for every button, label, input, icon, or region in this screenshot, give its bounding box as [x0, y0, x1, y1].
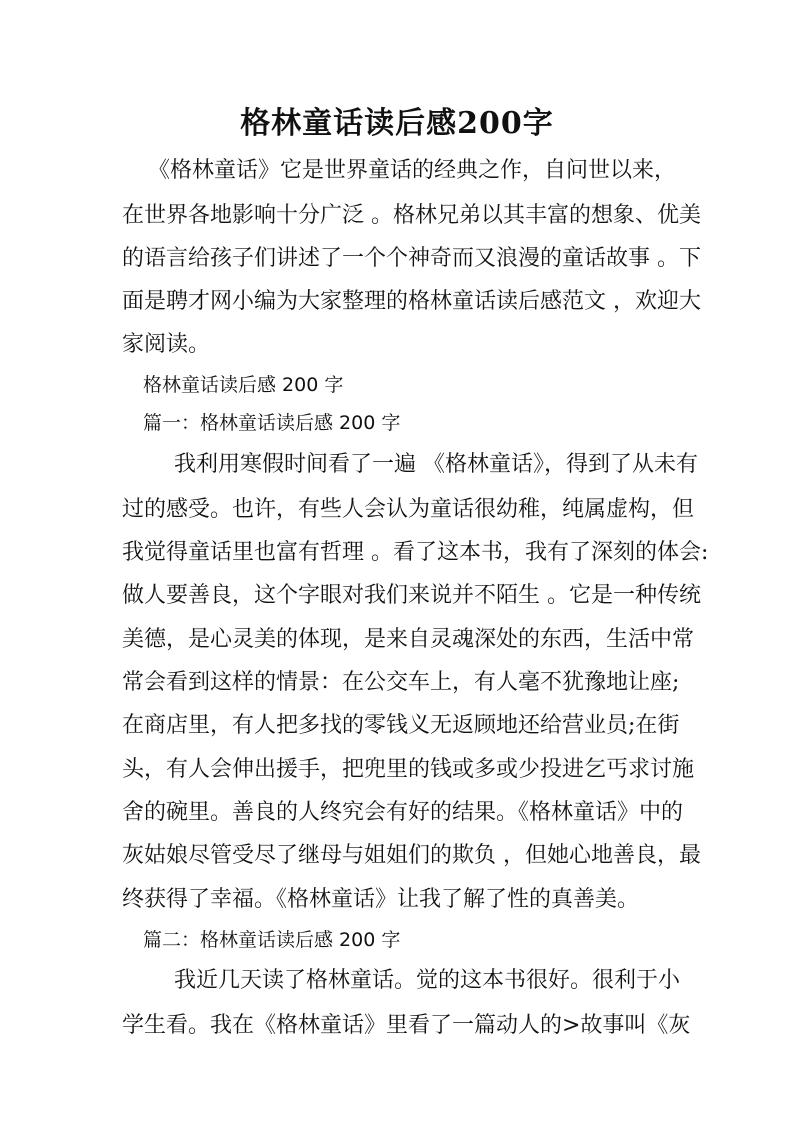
article-two-line-1: 我近几天读了格林童话。觉的这本书很好。很利于小	[174, 968, 681, 993]
article-one-line-11: 终获得了幸福。《格林童话》让我了解了性的真善美。	[122, 887, 640, 912]
section-heading: 格林童话读后感 200 字	[143, 374, 344, 396]
article-one-line-8: 头，有人会伸出援手，把兜里的钱或多或少投进乞丐求讨施	[122, 757, 695, 782]
article-one-line-3: 我觉得童话里也富有哲理 。看了这本书，我有了深刻的体会:	[122, 540, 709, 565]
intro-line-2: 在世界各地影响十分广泛 。格林兄弟以其丰富的想象、优美	[122, 203, 701, 228]
article-one-line-6: 常会看到这样的情景：在公交车上，有人毫不犹豫地让座;	[122, 670, 680, 695]
intro-line-4: 面是聘才网小编为大家整理的格林童话读后感范文 ，欢迎大	[122, 289, 701, 314]
article-two-heading: 篇二：格林童话读后感 200 字	[143, 929, 401, 951]
intro-line-5: 家阅读。	[122, 332, 211, 357]
page-title: 格林童话读后感200字	[240, 106, 554, 141]
article-two-line-2: 学生看。我在《格林童话》里看了一篇动人的>故事叫《灰	[122, 1013, 691, 1038]
article-one-line-7: 在商店里，有人把多找的零钱义无返顾地还给营业员;在街	[122, 713, 680, 738]
intro-line-1: 《格林童话》它是世界童话的经典之作，自问世以来，	[148, 158, 677, 183]
article-one-line-4: 做人要善良，这个字眼对我们来说并不陌生 。它是一种传统	[122, 583, 701, 608]
article-one-line-9: 舍的碗里。善良的人终究会有好的结果。《格林童话》中的	[122, 800, 684, 825]
article-one-line-2: 过的感受。也许，有些人会认为童话很幼稚，纯属虚构，但	[122, 497, 695, 522]
article-one-line-10: 灰姑娘尽管受尽了继母与姐姐们的欺负 ，但她心地善良，最	[122, 843, 701, 868]
intro-line-3: 的语言给孩子们讲述了一个个神奇而又浪漫的童话故事 。下	[122, 246, 701, 271]
article-one-heading: 篇一：格林童话读后感 200 字	[143, 412, 401, 434]
article-one-line-1: 我利用寒假时间看了一遍 《格林童话》，得到了从未有	[174, 452, 698, 477]
article-one-line-5: 美德，是心灵美的体现，是来自灵魂深处的东西，生活中常	[122, 627, 695, 652]
